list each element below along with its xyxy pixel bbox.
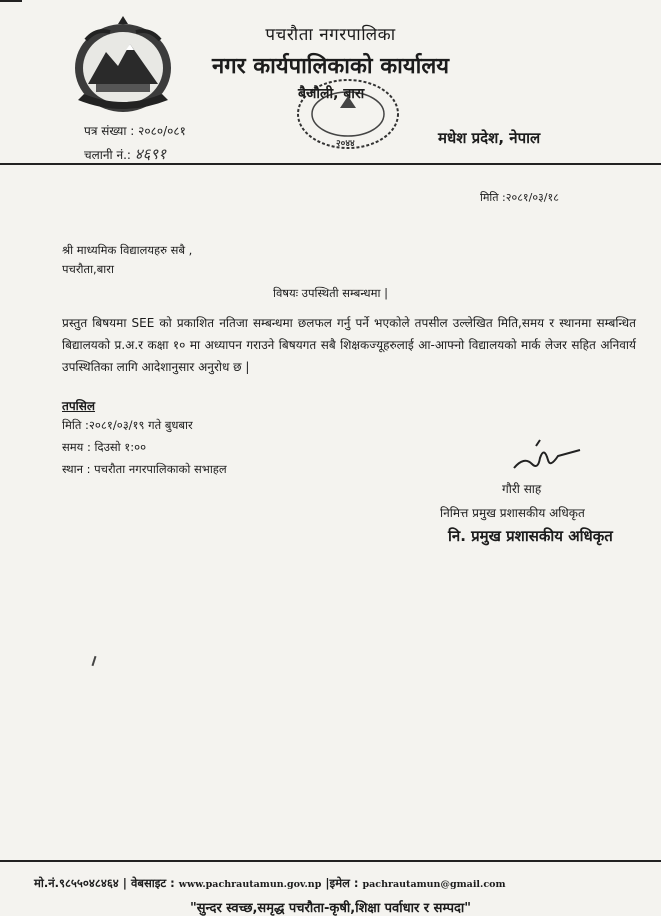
signatory-stamp: नि. प्रमुख प्रशासकीय अधिकृत <box>448 527 613 545</box>
office-location: बैजौली, बारा <box>298 86 365 102</box>
dispatch-number <box>84 144 166 164</box>
province-name: मधेश प्रदेश, नेपाल <box>438 129 541 147</box>
footer-contact <box>34 876 506 891</box>
pen-mark <box>92 656 97 666</box>
meeting-venue: स्थान : पचरौता नगरपालिकाको सभाहल <box>62 462 227 476</box>
footer-email-label: |इमेल : <box>325 876 359 890</box>
dispatch-number-value: ४६९१ <box>134 145 166 163</box>
stamp-year: २०४४ <box>336 139 355 149</box>
letter-date: मिति :२०८१/०३/१८ <box>480 191 559 204</box>
letter-number <box>84 122 186 139</box>
footer-slogan: "सुन्दर स्वच्छ,समृद्ध पचरौता-कृषी,शिक्षा पर्वाधार र सम्पदा" <box>189 901 472 916</box>
footer-divider <box>0 860 661 862</box>
header-divider <box>0 163 661 165</box>
letter-body: प्रस्तुत बिषयमा SEE को प्रकाशित नतिजा सम्बन्धमा छलफल गर्नु पर्ने भएकोले तपसील उल्लेखित मिति,समय र स्थानमा सम्बन्धित बिद्यालयको प्र.अ.र कक्षा १० मा अध्यापन गराउने बिषयगत सबै शिक्षकज्यूहरुलाई आ-आफ्नो विद्यालयको मार्क लेजर सहित अनिवार्य उपस्थितिका लागि आदेशानुसार अनुरोध छ | <box>62 316 636 374</box>
recipient-line-1: श्री माध्यमिक विद्यालयहरु सबै , <box>62 243 193 257</box>
recipient-line-2: पचरौता,बारा <box>62 262 114 276</box>
meeting-time: समय : दिउसो १:०० <box>62 440 147 454</box>
footer-website-label: | वेबसाइट : <box>122 876 175 890</box>
letter-subject: विषयः उपस्थिती सम्बन्धमा | <box>273 286 388 300</box>
footer-phone: मो.नं.९८५५०४८४६४ <box>34 876 119 890</box>
office-name: नगर कार्यपालिकाको कार्यालय <box>212 54 449 79</box>
signatory-name: गौरी साह <box>502 482 542 496</box>
signature-icon <box>510 438 582 478</box>
dispatch-number-label: चलानी नं.: <box>84 148 131 162</box>
signatory-title: निमित्त प्रमुख प्रशासकीय अधिकृत <box>440 506 585 520</box>
letter-number-label: पत्र संख्या : <box>84 124 135 138</box>
footer-email: pachrautamun@gmail.com <box>362 879 506 890</box>
footer-website: www.pachrautamun.gov.np <box>178 879 322 890</box>
letter-number-value: २०८०/०८१ <box>138 124 186 138</box>
top-edge-mark <box>0 0 22 2</box>
municipality-name: पचरौता नगरपालिका <box>265 25 396 45</box>
meeting-date: मिति :२०८१/०३/१९ गते बुधबार <box>62 418 193 432</box>
details-heading: तपसिल <box>62 399 96 413</box>
